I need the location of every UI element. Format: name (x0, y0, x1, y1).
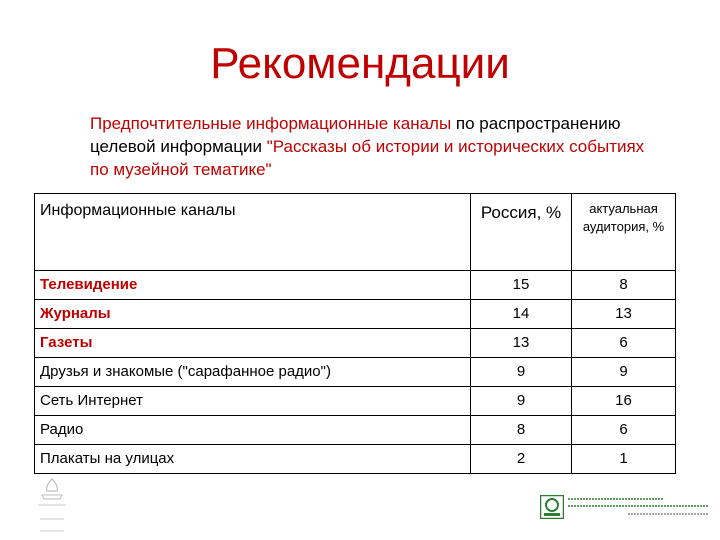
channels-table (34, 193, 676, 474)
row-russia: 2 (471, 445, 572, 474)
intro-middle: по распространению целевой информации (90, 114, 621, 156)
green-square-logo-icon (540, 495, 564, 519)
table-row (35, 387, 676, 416)
table-row (35, 416, 676, 445)
header-audience: актуальная аудитория, % (572, 194, 676, 271)
row-audience: 13 (572, 300, 676, 329)
row-audience: 8 (572, 271, 676, 300)
intro-highlight-topic: "Рассказы об истории и исторических событиях по музейной тематике" (90, 137, 645, 179)
row-russia: 15 (471, 271, 572, 300)
header-russia: Россия, % (471, 194, 572, 271)
intro-text (90, 112, 650, 181)
row-audience: 6 (572, 416, 676, 445)
research-center-logo-icon (540, 495, 710, 521)
row-russia: 13 (471, 329, 572, 358)
row-russia: 9 (471, 358, 572, 387)
table-row (35, 329, 676, 358)
row-channel: Друзья и знакомые ("сарафанное радио") (35, 358, 471, 387)
header-channel: Информационные каналы (35, 194, 471, 271)
row-russia: 8 (471, 416, 572, 445)
intro-highlight-channels: Предпочтительные информационные каналы (90, 114, 452, 133)
row-channel: Журналы (35, 300, 471, 329)
row-channel: Сеть Интернет (35, 387, 471, 416)
row-audience: 16 (572, 387, 676, 416)
row-audience: 1 (572, 445, 676, 474)
row-audience: 9 (572, 358, 676, 387)
row-channel: Газеты (35, 329, 471, 358)
table-header-row (35, 194, 676, 271)
slide-title: Рекомендации (210, 39, 510, 88)
logo-text-lines-icon (568, 496, 708, 520)
museum-logo-icon (30, 475, 82, 535)
row-channel: Радио (35, 416, 471, 445)
row-channel: Телевидение (35, 271, 471, 300)
row-russia: 14 (471, 300, 572, 329)
table-row (35, 445, 676, 474)
table-row (35, 358, 676, 387)
table-row (35, 300, 676, 329)
row-audience: 6 (572, 329, 676, 358)
table-row (35, 271, 676, 300)
row-channel: Плакаты на улицах (35, 445, 471, 474)
row-russia: 9 (471, 387, 572, 416)
museum-emblem-icon (30, 475, 82, 535)
